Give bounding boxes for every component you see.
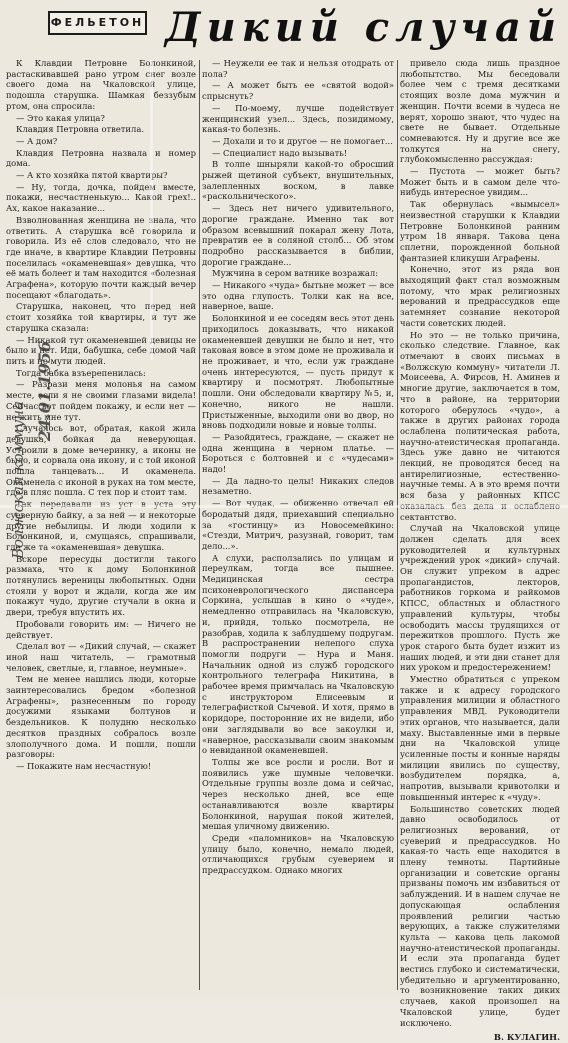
article-column-2 [202, 58, 394, 996]
article-paragraph: Клавдия Петровна назвала и номер дома. [6, 147, 196, 169]
column-divider [397, 60, 398, 990]
article-paragraph: Так передавали из уст в уста эту суеверную байку, а за ней — и некоторые другие небылицы. И люди ходили к Болонкиной, и, смущаясь, спрашивали, где же та «окаменевшая» девушка. [6, 499, 196, 552]
article-paragraph: Случалось вот, обратая, какой жила девушка, бойкая да неверующая. Устроили в доме вечеринку, а иконы не было, и сорвала она икону, и с той иконой пошла танцевать... И окаменела. Окаменела с иконой в руках на том месте, где в пляс пошла. С тех пор и стоит там. [6, 423, 196, 498]
article-paragraph: Взволнованная женщина не знала, что ответить. А старушка всё говорила и говорила. Из её слов следовало, что не где иначе, в квартире Клавдии Петровны поселилась «окаменевшая» девушка, что её мать болеет и там находится «болезная Аграфена», которую почти каждый вечер посещают «благодать». [6, 214, 196, 300]
article-paragraph: Тем не менее нашлись люди, которые заинтересовались бредом «болезной Аграфены», разнесенным по городу досужими языками болтунов и бездельников. К полудню несколько десятков праздных собралось возле злополучного дома. И пошли, пошли разговоры: [6, 674, 196, 760]
article-paragraph: Пробовали говорить им: — Ничего не действует. [6, 618, 196, 640]
article-paragraph: — Это какая улица? [16, 112, 105, 123]
article-paragraph: Клавдия Петровна ответила. [16, 124, 144, 135]
article-paragraph: — А дом? [16, 135, 58, 146]
article-paragraph: — Здесь нет ничего удивительного, дорогие граждане. Именно так вот образом всевышний покарал жену Лота, превратив ее в соляной столб... Об этом подробно рассказывается в библии, дорогие граждане... [202, 203, 394, 267]
handwritten-date: 24.01.1956 [35, 340, 54, 442]
article-paragraph: — По-моему, лучше подействует женщинский узел... Здесь, позидимому, какая-то болезнь. [202, 102, 394, 135]
article-paragraph: — Пустота — может быть? Может быть и в самом деле что-нибудь интересное увидим... [400, 166, 560, 198]
article-paragraph: — А может быть ее «святой водой» спрыснуть? [202, 80, 394, 102]
article-paragraph: Но это — не только причина, сколько следствие. Главное, как отмечают в своих письмах в «Волжскую коммуну» читатели Л. Моисеева, А. Фирсов, Н. Аминев и многие другие, заключается в том, что в районе, на территории которого оберулось «чудо», а также в других районах города ослаблена политическая работа, научно-атеистическая пропаганда. Здесь уже давно не читаются лекций, не проводятся бесед на антирелигиозные, естественно-научные темы. А в это время почти вся база у районных КПСС оказалась без дела и ослаблено сектантство. [400, 329, 560, 522]
article-column-3 [400, 58, 560, 1043]
article-paragraph: — Да ладно-то целы! Никаких следов незаметно. [202, 475, 394, 497]
article-paragraph: Среди «паломников» на Чкаловскую улицу было, конечно, немало людей, отличающихся грубым суеверием и предрассудком. Однако многих [202, 832, 394, 876]
article-paragraph: Старушка, наконец, что перед ней стоит хозяйка той квартиры, и тут же старушка сказала: [6, 301, 196, 333]
article-paragraph: — Дохали и то и другое — не помогает... [212, 135, 393, 146]
article-paragraph: привело сюда лишь праздное любопытство. Мы беседовали более чем с тремя десятками стоящих возле дома мужчин и женщин. Почти всеми в чудеса не верят, хорошо знают, что чудес на свете не бывает. Отдельные сомневаются. Ну и другие все же толкутся на снегу, глубокомысленно рассуждая: [400, 58, 560, 165]
article-paragraph: — Неужели ее так и нельзя отодрать от пола? [202, 58, 394, 79]
article-paragraph: — Вот чудак, — обиженно отвечал ей бородатый дядя, приехавший специально за «гостинцу» из Новосемейкино: «Стезди, Митрич, разузнай, говорит, там дело...». [202, 498, 394, 551]
article-paragraph: Конечно, этот из ряда вон выходящий факт стал возможным потому, что мрак религиозных верований и предрассудков еще затемняет сознание некоторой части советских людей. [400, 264, 560, 328]
author-signature: В. КУЛАГИН. [493, 1032, 560, 1043]
article-paragraph: — А кто хозяйка пятой квартиры? [16, 170, 168, 181]
article-paragraph: Тогда бабка взъерепенилась: [16, 367, 146, 378]
fold-crease [150, 60, 153, 360]
article-paragraph: — Покажите нам несчастную! [16, 761, 152, 771]
article-paragraph: Случай на Чкаловской улице должен сделать для всех руководителей и культурных учреждений урок «дикий» случай. Он служит упреком в адрес пропагандистов, лекторов, работников горкома и райкомов КПСС, областных и областного управлений культуры, чтобы освободить массы трудящихся от пережитков прошлого. Пусть же урок старого быта будет изжит из наших людей, и эти дни станет для них уроком и предостережением! [400, 523, 560, 673]
article-paragraph: Уместно обратиться с упреком также и к адресу городского управления милиции и областного управления МВД. Руководители этих органов, что называется, дали маху. Выставленные ими в первые дни на Чкаловской улице усиленные посты и конные наряды милиции явились по существу, возбудителем порядка, а, напротив, вызывали кривотолки и повышенный интерес к «чуду». [400, 674, 560, 802]
column-divider [199, 60, 200, 990]
article-paragraph: Болонкиной и ее соседям весь этот день приходилось доказывать, что никакой окаменевшей девушки не было и нет, что таковая вовсе в этом доме не проживала и не проживает, и что, если уж граждане очень интересуются, — пусть придут к квартиру и посмотрят. Любопытные пошли. Они обследовали квартиру №5, и, конечно, никого не нашли. Пристыженные, выходили они во двор, но вновь подходили новые и новые толпы. [202, 313, 394, 431]
article-paragraph: Сделал вот — «Дикий случай, — скажет иной наш читатель, — грамотный человек, светлые, и, главное, неумные». [6, 641, 196, 673]
article-paragraph: Так обернулась «вымысел» неизвестной старушки к Клавдии Петровне Болонкиной ранним утром 18 января. Такова цена сплетни, порожденной больной фантазией кликуши Аграфены. [400, 199, 560, 263]
article-paragraph: В толпе шныряли какой-то обросший рыжей щетиной субъект, внушительных, залепленных воском, в лавке «раскольнического». [202, 159, 394, 202]
article-paragraph: Большинство советских людей давно освободилось от религиозных верований, от суеверий и предрассудков. Но какая-то часть еще находится в плену темноты. Партийные организации и советские органы призваны помочь им избавиться от заблуждений. И в нашем случае не допускающая ослабления проявлений религии частью верующих, а также служителями культа — какова цель лакомой научно-атеистической пропаганды. И если эта пропаганда будет вестись глубоко и систематически, убедительно и аргументированно, то возникновение таких диких случаев, какой произошел на Чкаловской улице, будет исключено. [400, 803, 560, 1028]
article-paragraph: А слухи, расползались по улицам и переулкам, тогда все пышнее. Медицинская сестра психоневрологического диспансера Соркина, услышав в кино о «чуде», немедленно отправилась на Чкаловскую, и, прийдя, только посмотрела, не разобрав, ходила к заблудшему подругам. В распространении нелепого слуха помогли подруги — Нура и Маня. Начальник одной из служб городского контрольного телеграфа Никитина, в рабочее время примчалась на Чкаловскую с инструктором Елисеевым и телеграфисткой Сычевой. И хотя, прямо в коридоре, посторонние их не видели, ибо они заглядывали во все закоулки и, «наверное, рассказывали своим знакомым о невиданной окаменевшей. [202, 552, 394, 756]
article-paragraph: — Никакой тут окаменевшей девицы не было и нет. Иди, бабушка, себе домой чай пить и не мути людей. [6, 334, 196, 366]
handwritten-source: Волжская коммуна [9, 400, 27, 560]
article-column-1 [6, 58, 196, 996]
article-paragraph: — Никакого «чуда» бытьне может — все это одна глупость. Толки как на все, наверное, ваше. [202, 280, 394, 312]
article-paragraph: — Специалист надо вызывать! [212, 147, 348, 158]
article-paragraph: Вскоре пересуды достигли такого размаха, что к дому Болонкиной потянулись вереницы любопытных. Одни стояли у ворот и ждали, когда же им покажут чудо, другие стучали в окна и двери, требуя впустить их. [6, 553, 196, 618]
article-paragraph: — Разойдитесь, граждане, — скажет не одна женщина в черном платье. — Бороться с болтовней и с «чудесами» надо! [202, 431, 394, 475]
article-title: Дикий случай [165, 4, 562, 51]
article-column-3-body [400, 58, 560, 1028]
article-paragraph: — Разрази меня молонья на самом месте, если я не своими глазами видела! Сейчас вот пойдем покажу, и если нет — не жить мне тут. [6, 379, 196, 422]
fold-crease [0, 505, 568, 508]
article-paragraph: — Ну, тогда, дочка, пойдем вместе, покажи, несчастненькую... Какой грех!.. Ах, какое наказание... [6, 181, 196, 214]
article-paragraph: Мужчина в сером ватнике возражал: [212, 268, 379, 279]
rubric-label: ФЕЛЬЕТОН [48, 11, 147, 35]
article-paragraph: Толпы же все росли и росли. Вот и появились уже шумные человечки. Отдельные группы возле дома и сейчас, через несколько дней, все еще останавливаются возле квартиры Болонкиной, нарушая покой жителей, мешая уличному движению. [202, 757, 394, 832]
article-paragraph: К Клавдии Петровне Болонкиной, растаскивавшей рано утром снег возле своего дома на Чкаловской улице, подошла старушка. Шамкая беззубым ртом, она спросила: [6, 58, 196, 111]
